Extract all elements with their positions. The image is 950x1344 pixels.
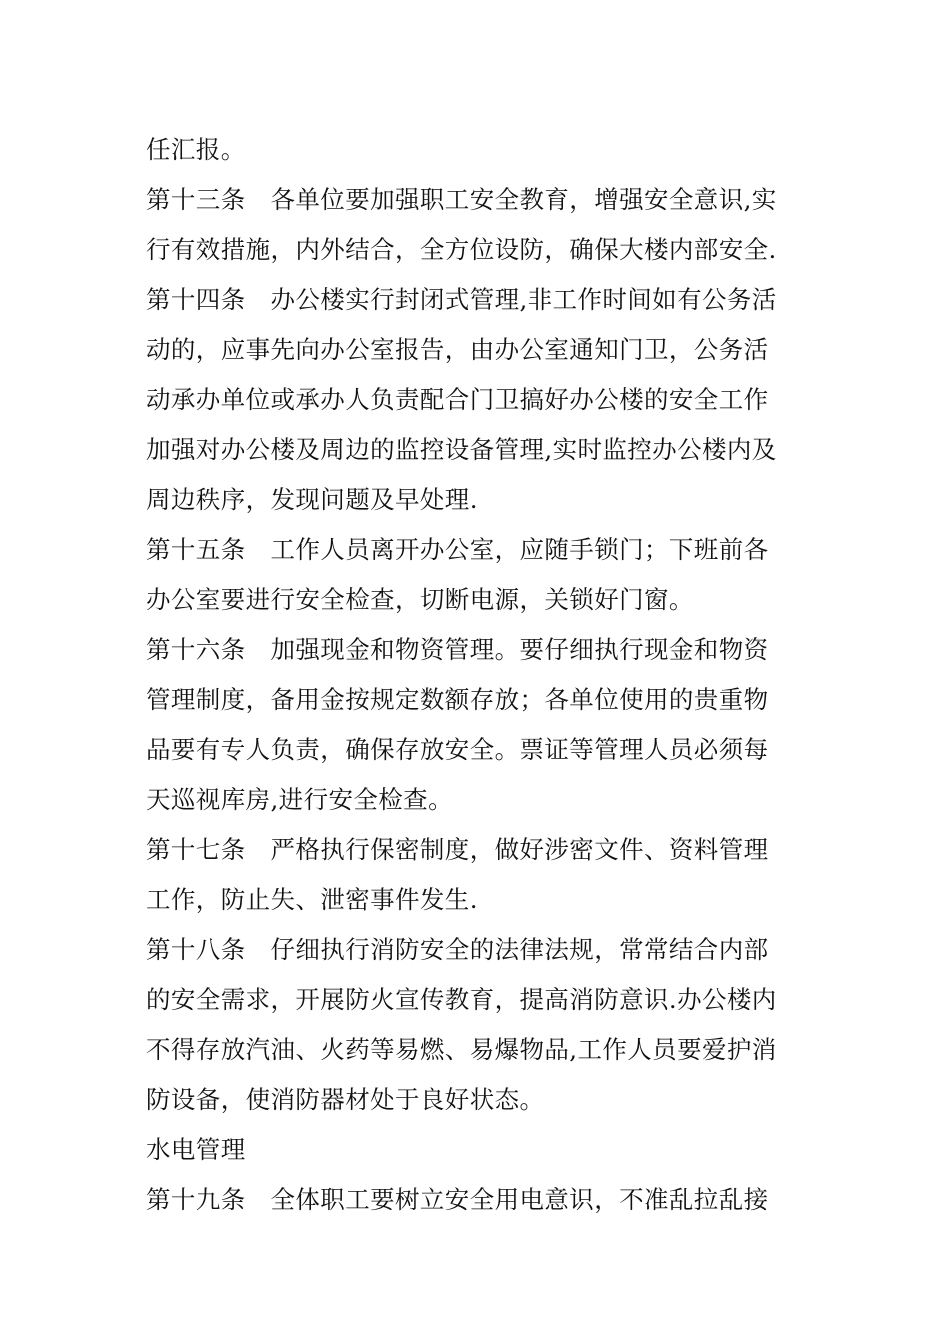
article-18-heading-line: 第十八条 仔细执行消防安全的法律法规，常常结合内部 [146, 935, 769, 964]
text-line: 防设备，使消防器材处于良好状态。 [146, 1085, 545, 1114]
text-line: 加强对办公楼及周边的监控设备管理,实时监控办公楼内及 [146, 435, 777, 464]
article-16-heading-line: 第十六条 加强现金和物资管理。要仔细执行现金和物资 [146, 635, 769, 664]
text-line: 办公室要进行安全检查，切断电源，关锁好门窗。 [146, 585, 694, 614]
article-13-heading-line: 第十三条 各单位要加强职工安全教育，增强安全意识,实 [146, 185, 777, 214]
text-line: 不得存放汽油、火药等易燃、易爆物品,工作人员要爱护消 [146, 1035, 777, 1064]
text-line: 天巡视库房,进行安全检查。 [146, 785, 453, 814]
article-14-heading-line: 第十四条 办公楼实行封闭式管理,非工作时间如有公务活 [146, 285, 777, 314]
section-heading-water-electricity: 水电管理 [146, 1135, 246, 1164]
article-15-heading-line: 第十五条 工作人员离开办公室，应随手锁门；下班前各 [146, 535, 769, 564]
text-line: 行有效措施，内外结合，全方位设防，确保大楼内部安全. [146, 235, 777, 264]
text-line: 周边秩序，发现问题及早处理. [146, 485, 478, 514]
text-line: 品要有专人负责，确保存放安全。票证等管理人员必须每 [146, 735, 769, 764]
article-19-heading-line: 第十九条 全体职工要树立安全用电意识，不准乱拉乱接 [146, 1185, 769, 1214]
text-line: 动承办单位或承办人负责配合门卫搞好办公楼的安全工作 [146, 385, 769, 414]
text-line: 的安全需求，开展防火宣传教育，提高消防意识.办公楼内 [146, 985, 777, 1014]
text-line: 动的，应事先向办公室报告，由办公室通知门卫，公务活 [146, 335, 769, 364]
text-line: 工作，防止失、泄密事件发生. [146, 885, 478, 914]
article-17-heading-line: 第十七条 严格执行保密制度，做好涉密文件、资料管理 [146, 835, 769, 864]
text-line: 任汇报。 [146, 135, 246, 164]
text-line: 管理制度，备用金按规定数额存放；各单位使用的贵重物 [146, 685, 769, 714]
